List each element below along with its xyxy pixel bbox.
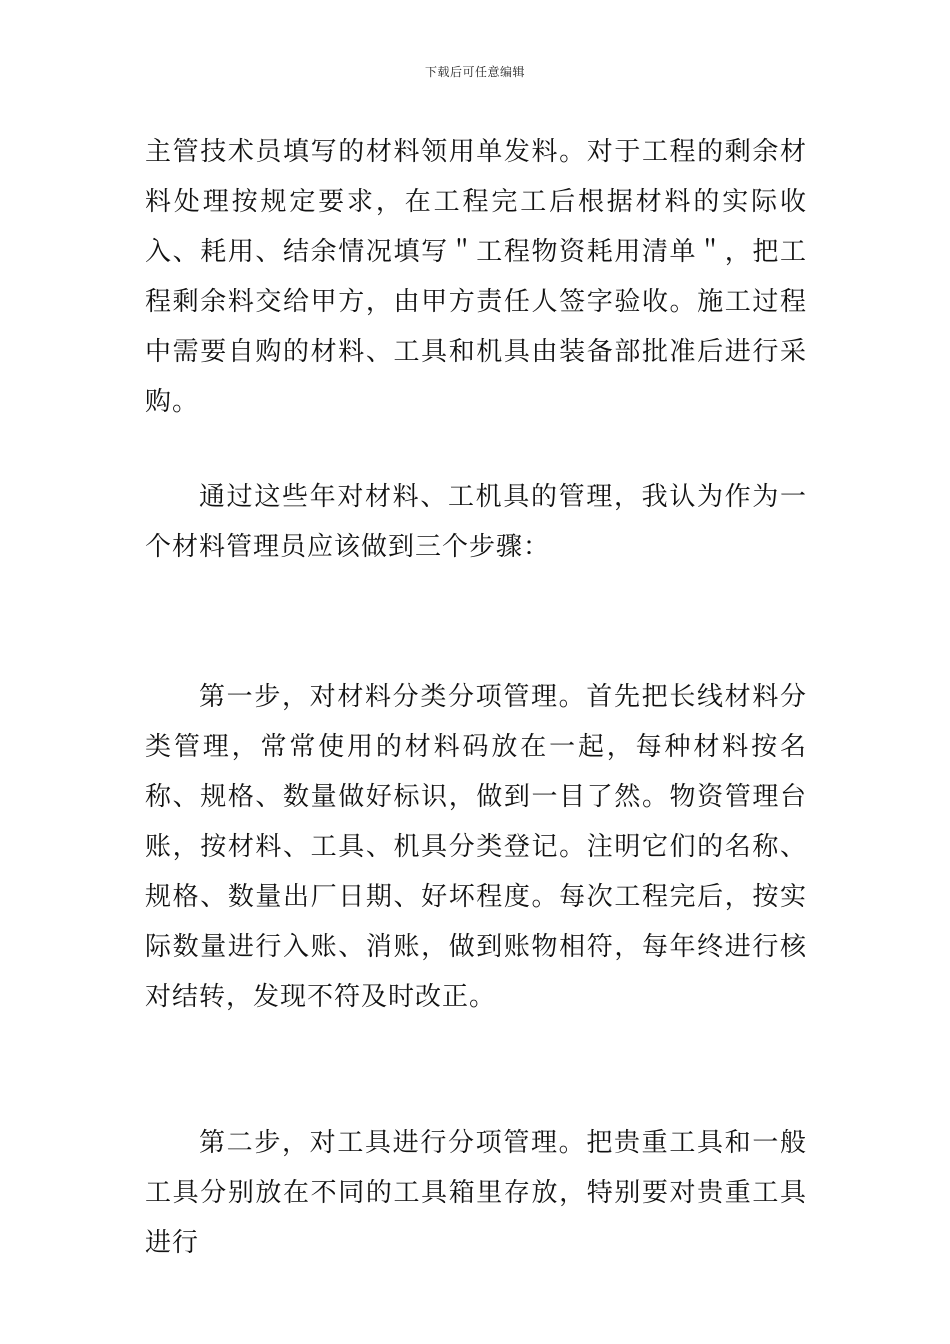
page-header: 下载后可任意编辑 [424,65,525,79]
paragraph-step-two: 第二步，对工具进行分项管理。把贵重工具和一般工具分别放在不同的工具箱里存放，特别要对贵重工具进行 [145,1128,807,1258]
paragraph-three-steps-intro: 通过这些年对材料、工机具的管理，我认为作为一个材料管理员应该做到三个步骤： [145,482,807,562]
paragraph-material-issuing: 主管技术员填写的材料领用单发料。对于工程的剩余材料处理按规定要求，在工程完工后根据材料的实际收入、耗用、结余情况填写＂工程物资耗用清单＂，把工程剩余料交给甲方，由甲方责任人签字验收。施工过程中需要自购的材料、工具和机具由装备部批准后进行采购。 [145,137,807,417]
paragraph-step-one: 第一步，对材料分类分项管理。首先把长线材料分类管理，常常使用的材料码放在一起，每种材料按名称、规格、数量做好标识，做到一目了然。物资管理台账，按材料、工具、机具分类登记。注明它们的名称、规格、数量出厂日期、好坏程度。每次工程完后，按实际数量进行入账、消账，做到账物相符，每年终进行核对结转，发现不符及时改正。 [145,682,807,1012]
